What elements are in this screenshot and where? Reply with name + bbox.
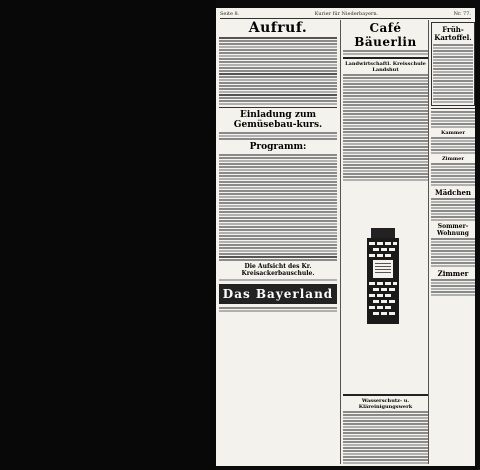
text-line — [433, 92, 473, 94]
text-line — [431, 216, 475, 218]
text-line — [219, 73, 337, 75]
text-line — [219, 94, 337, 96]
text-line — [219, 220, 337, 222]
text-line — [219, 103, 337, 105]
fruehkartoffel-title: Früh-Kartoffel. — [434, 25, 472, 42]
programm-title: Programm: — [249, 142, 307, 152]
text-line — [343, 119, 428, 121]
text-line — [343, 164, 428, 166]
text-line — [343, 155, 428, 157]
header-left: Seite 8. — [220, 11, 240, 17]
text-line — [219, 250, 337, 252]
text-line — [343, 92, 428, 94]
text-line — [431, 178, 475, 180]
text-line — [343, 158, 428, 160]
newspaper-page — [216, 8, 475, 466]
text-line — [343, 152, 428, 154]
text-line — [343, 179, 428, 181]
header-right: Nr. 77. — [453, 11, 471, 17]
lower-middle-block — [343, 392, 428, 464]
text-line — [219, 138, 337, 140]
text-line — [219, 196, 337, 198]
text-line — [219, 190, 337, 192]
text-line — [433, 62, 473, 64]
kreisschule-heading: Landwirtschaftl. Kreisschule Landshut — [345, 61, 426, 73]
text-line — [219, 181, 337, 183]
text-line — [219, 241, 337, 243]
text-line — [343, 98, 428, 100]
text-line — [343, 170, 428, 172]
text-line — [343, 167, 428, 169]
text-line — [431, 219, 475, 221]
verband-line: Die Aufsicht des Kr. Kreisackerbauschule. — [241, 263, 315, 277]
text-line — [431, 256, 475, 258]
text-line — [343, 83, 428, 85]
text-line — [343, 116, 428, 118]
text-line — [431, 123, 475, 125]
text-line — [433, 44, 473, 46]
text-line — [431, 120, 475, 122]
left-dark-margin — [0, 0, 216, 470]
text-line — [431, 282, 475, 284]
text-line — [219, 205, 337, 207]
text-line — [343, 128, 428, 130]
text-line — [431, 201, 475, 203]
text-line — [219, 259, 337, 261]
text-line — [219, 82, 337, 84]
text-line — [431, 291, 475, 293]
text-line — [219, 175, 337, 177]
text-line — [219, 238, 337, 240]
text-line — [343, 161, 428, 163]
text-line — [343, 420, 428, 422]
text-line — [433, 47, 473, 49]
text-line — [343, 101, 428, 103]
text-line — [343, 131, 428, 133]
divider — [431, 108, 475, 109]
maedchen-heading: Mädchen — [434, 188, 472, 197]
text-line — [431, 146, 475, 148]
text-line — [433, 71, 473, 73]
text-line — [219, 172, 337, 174]
text-line — [433, 95, 473, 97]
text-line — [433, 53, 473, 55]
text-line — [343, 417, 428, 419]
text-line — [431, 117, 475, 119]
text-line — [343, 450, 428, 452]
text-line — [343, 176, 428, 178]
text-line — [431, 241, 475, 243]
text-line — [219, 55, 337, 57]
text-line — [219, 40, 337, 42]
text-line — [431, 114, 475, 116]
text-line — [433, 74, 473, 76]
text-line — [219, 163, 337, 165]
bayerland-ad: Das Bayerland — [219, 284, 337, 304]
text-line — [343, 77, 428, 79]
text-line — [219, 37, 337, 39]
text-line — [219, 310, 337, 312]
text-line — [219, 160, 337, 162]
text-line — [431, 137, 475, 139]
text-line — [219, 253, 337, 255]
text-line — [431, 163, 475, 165]
text-line — [219, 247, 337, 249]
text-line — [219, 67, 337, 69]
text-line — [219, 235, 337, 237]
text-line — [343, 414, 428, 416]
text-line — [343, 462, 428, 464]
text-line — [343, 104, 428, 106]
text-line — [343, 441, 428, 443]
text-line — [431, 265, 475, 267]
text-line — [219, 214, 337, 216]
text-line — [431, 244, 475, 246]
text-line — [343, 134, 428, 136]
text-line — [431, 207, 475, 209]
text-line — [343, 173, 428, 175]
text-line — [343, 50, 428, 52]
text-line — [343, 456, 428, 458]
text-line — [219, 229, 337, 231]
text-line — [431, 285, 475, 287]
text-line — [219, 217, 337, 219]
text-line — [433, 80, 473, 82]
text-line — [431, 152, 475, 154]
text-line — [431, 253, 475, 255]
text-line — [433, 59, 473, 61]
text-line — [431, 259, 475, 261]
text-line — [219, 97, 337, 99]
divider — [219, 107, 337, 108]
text-line — [219, 187, 337, 189]
text-line — [343, 110, 428, 112]
text-line — [219, 178, 337, 180]
text-line — [433, 101, 473, 103]
text-line — [343, 423, 428, 425]
text-line — [219, 49, 337, 51]
text-line — [343, 444, 428, 446]
text-line — [431, 169, 475, 171]
text-line — [219, 100, 337, 102]
text-line — [343, 113, 428, 115]
text-line — [433, 68, 473, 70]
text-line — [343, 146, 428, 148]
text-line — [431, 262, 475, 264]
text-line — [343, 143, 428, 145]
text-line — [431, 175, 475, 177]
text-line — [219, 279, 337, 281]
text-line — [219, 132, 337, 134]
text-line — [431, 140, 475, 142]
text-line — [343, 140, 428, 142]
text-line — [219, 58, 337, 60]
text-line — [431, 204, 475, 206]
fruehkartoffel-ad — [431, 22, 475, 106]
text-line — [431, 250, 475, 252]
text-line — [431, 111, 475, 113]
text-line — [431, 198, 475, 200]
text-line — [433, 77, 473, 79]
text-line — [431, 247, 475, 249]
divider — [343, 57, 428, 59]
einladung-title: Einladung zum Gemüsebau-kurs. — [233, 110, 323, 130]
text-line — [219, 166, 337, 168]
text-line — [219, 184, 337, 186]
cafe-title: Café Bäuerlin — [354, 21, 417, 49]
text-line — [433, 56, 473, 58]
column-left — [219, 20, 337, 464]
column-right — [428, 20, 475, 464]
text-line — [431, 213, 475, 215]
text-line — [433, 98, 473, 100]
text-line — [343, 435, 428, 437]
text-line — [431, 166, 475, 168]
text-line — [433, 83, 473, 85]
text-line — [431, 184, 475, 186]
text-line — [219, 70, 337, 72]
text-line — [431, 143, 475, 145]
text-line — [431, 181, 475, 183]
text-line — [219, 91, 337, 93]
text-line — [343, 411, 428, 413]
text-line — [431, 210, 475, 212]
text-line — [433, 50, 473, 52]
text-line — [431, 172, 475, 174]
text-line — [343, 86, 428, 88]
text-line — [343, 459, 428, 461]
text-line — [219, 226, 337, 228]
aufruf-title: Aufruf. — [248, 20, 308, 36]
text-line — [343, 107, 428, 109]
text-line — [431, 238, 475, 240]
text-line — [343, 149, 428, 151]
text-line — [219, 64, 337, 66]
text-line — [431, 294, 475, 296]
text-line — [343, 53, 428, 55]
brick-tower-illustration — [363, 228, 403, 324]
text-line — [431, 126, 475, 128]
text-line — [343, 429, 428, 431]
text-line — [219, 43, 337, 45]
divider — [343, 394, 428, 396]
text-line — [219, 46, 337, 48]
text-line — [219, 211, 337, 213]
text-line — [431, 149, 475, 151]
text-line — [343, 453, 428, 455]
text-line — [343, 95, 428, 97]
text-line — [433, 65, 473, 67]
text-line — [219, 199, 337, 201]
text-line — [219, 307, 337, 309]
text-line — [219, 193, 337, 195]
text-line — [219, 202, 337, 204]
klaerwerk-heading: Wasserschutz- u. Kläreinigungswerk — [358, 398, 413, 410]
text-line — [343, 89, 428, 91]
text-line — [343, 122, 428, 124]
text-line — [219, 256, 337, 258]
text-line — [343, 125, 428, 127]
text-line — [431, 288, 475, 290]
text-line — [219, 135, 337, 137]
text-line — [219, 85, 337, 87]
column-middle — [340, 20, 428, 464]
text-line — [343, 426, 428, 428]
zimmer2-heading: Zimmer — [437, 269, 469, 278]
sommer-wohnung-heading: Sommer-Wohnung — [437, 223, 469, 237]
text-line — [219, 208, 337, 210]
text-line — [343, 137, 428, 139]
kammer-heading: Kammer — [441, 130, 465, 136]
text-line — [433, 89, 473, 91]
text-line — [343, 74, 428, 76]
text-line — [219, 61, 337, 63]
text-line — [219, 232, 337, 234]
header-center: Kurier für Niederbayern. — [314, 11, 379, 17]
zimmer-heading: Zimmer — [442, 156, 464, 162]
text-line — [343, 447, 428, 449]
text-line — [219, 169, 337, 171]
text-line — [343, 438, 428, 440]
text-line — [433, 86, 473, 88]
text-line — [219, 223, 337, 225]
text-line — [343, 80, 428, 82]
text-line — [219, 88, 337, 90]
page-header — [220, 10, 471, 19]
text-line — [219, 244, 337, 246]
text-line — [219, 157, 337, 159]
text-line — [431, 279, 475, 281]
text-line — [219, 79, 337, 81]
text-line — [343, 432, 428, 434]
text-line — [219, 154, 337, 156]
text-line — [219, 76, 337, 78]
text-line — [219, 52, 337, 54]
